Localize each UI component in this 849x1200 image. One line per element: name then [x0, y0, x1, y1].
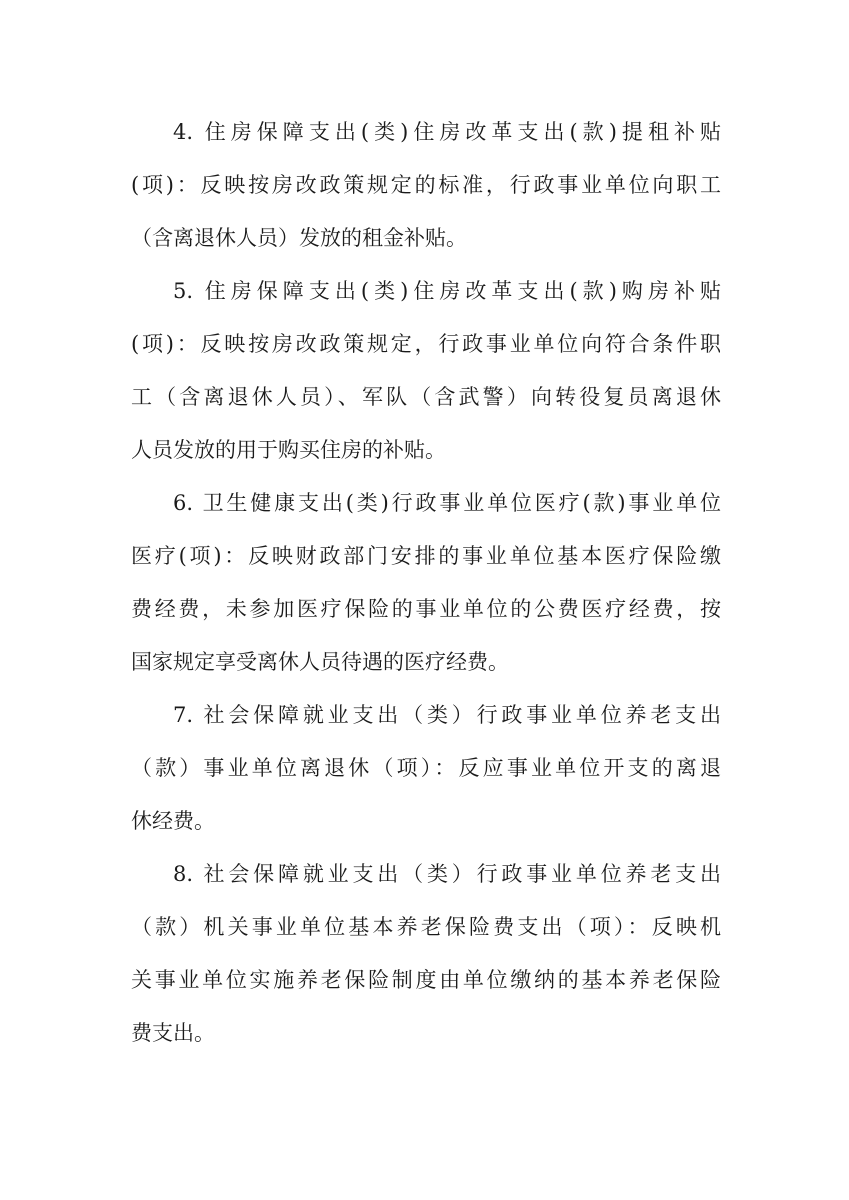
paragraph-line: 费经费，未参加医疗保险的事业单位的公费医疗经费，按 [131, 597, 721, 621]
paragraph-line: 人员发放的用于购买住房的补贴。 [131, 438, 446, 462]
paragraph-line: (项)：反映按房改政策规定，行政事业单位向符合条件职 [131, 332, 721, 356]
paragraph-line: 医疗(项)：反映财政部门安排的事业单位基本医疗保险缴 [131, 544, 721, 568]
paragraph-pension-insurance [131, 848, 721, 1060]
paragraph-line: 国家规定享受离休人员待遇的医疗经费。 [131, 650, 509, 674]
paragraph-line: 关事业单位实施养老保险制度由单位缴纳的基本养老保险 [131, 968, 721, 992]
paragraph-line: 7. 社会保障就业支出（类）行政事业单位养老支出 [173, 703, 721, 727]
paragraph-retirement-expenses [131, 689, 721, 848]
paragraph-line: (项)：反映按房改政策规定的标准，行政事业单位向职工 [131, 173, 721, 197]
paragraph-line: 休经费。 [131, 809, 215, 833]
document-body [131, 106, 721, 1060]
paragraph-housing-purchase-subsidy [131, 265, 721, 477]
paragraph-line: 8. 社会保障就业支出（类）行政事业单位养老支出 [173, 862, 721, 886]
paragraph-line: 5. 住房保障支出(类)住房改革支出(款)购房补贴 [173, 279, 721, 303]
paragraph-line: （款）事业单位离退休（项）：反应事业单位开支的离退 [131, 756, 721, 780]
paragraph-institution-medical [131, 477, 721, 689]
paragraph-line: 4. 住房保障支出(类)住房改革支出(款)提租补贴 [173, 120, 721, 144]
paragraph-housing-rent-subsidy [131, 106, 721, 265]
paragraph-line: 工（含离退休人员）、军队（含武警）向转役复员离退休 [131, 385, 721, 409]
paragraph-line: 6. 卫生健康支出(类)行政事业单位医疗(款)事业单位 [173, 491, 721, 515]
paragraph-line: （款）机关事业单位基本养老保险费支出（项）：反映机 [131, 915, 721, 939]
paragraph-line: 费支出。 [131, 1021, 215, 1045]
paragraph-line: （含离退休人员）发放的租金补贴。 [131, 226, 467, 250]
